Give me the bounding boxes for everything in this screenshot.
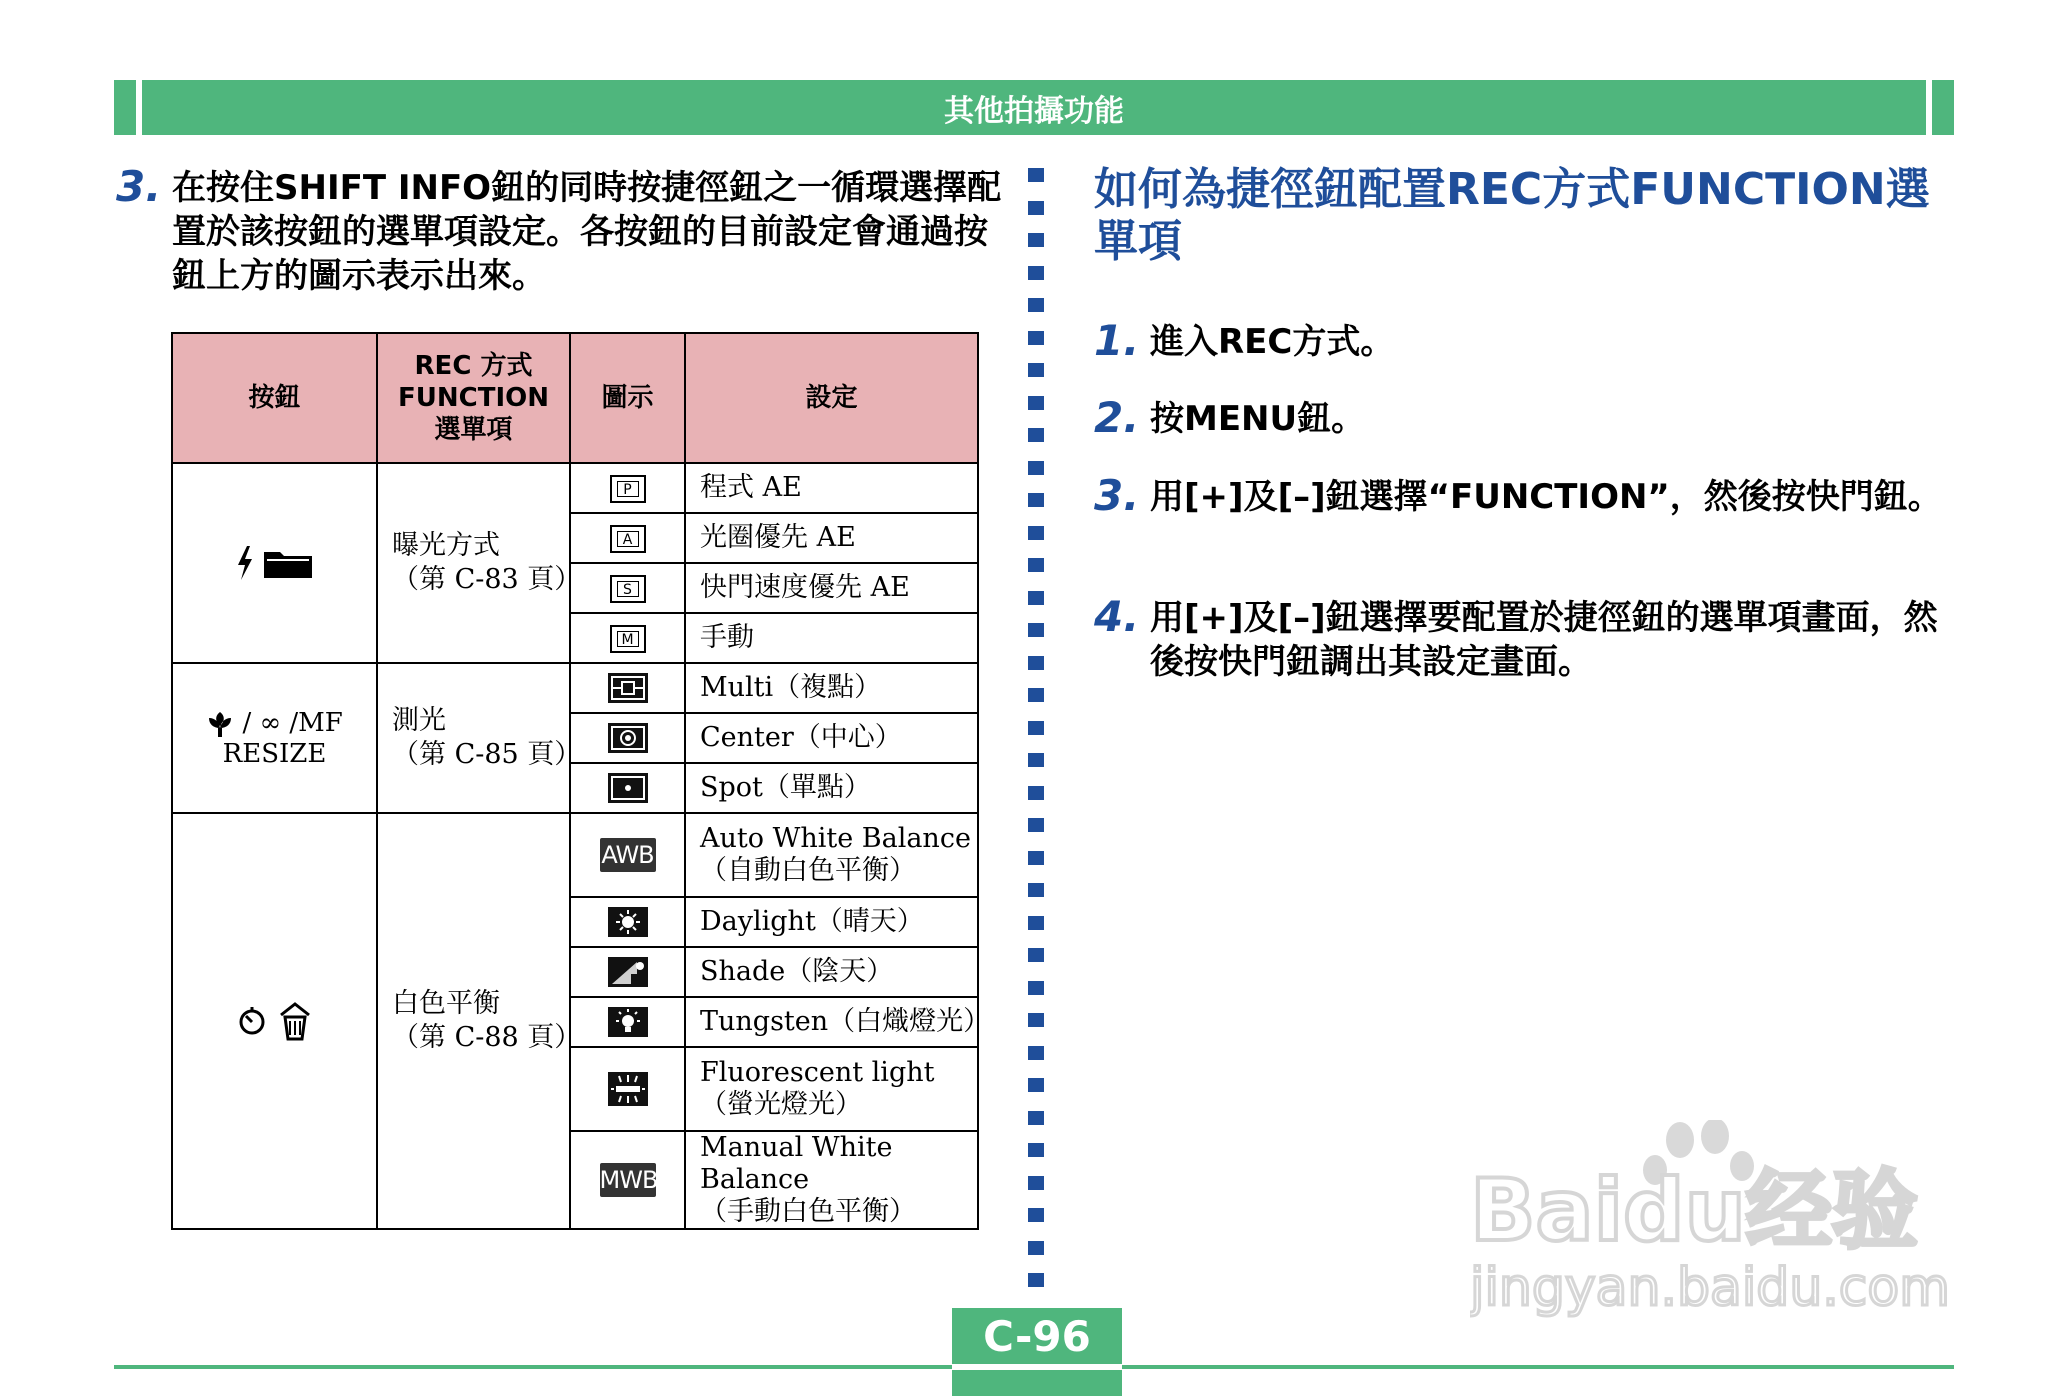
menu-label: 白色平衡: [392, 988, 500, 1019]
icon-cell: [570, 763, 685, 813]
divider-dot: [1028, 168, 1044, 182]
spot-metering-icon: [607, 772, 649, 804]
step-text: 在按住SHIFT INFO鈕的同時按捷徑鈕之一循環選擇配置於該按鈕的選單項設定。各按鈕的目前設定會通過按鈕上方的圖示表示出來。: [172, 168, 1002, 296]
menu-cell-white-balance: [377, 813, 582, 1229]
sun-icon: [607, 906, 649, 938]
icon-cell: [570, 813, 685, 897]
step-text: 用[+]及[–]鈕選擇要配置於捷徑鈕的選單項畫面，然後按快門鈕調出其設定畫面。: [1150, 598, 1938, 682]
header-gap-left: [136, 80, 142, 135]
header-setting: 設定: [685, 333, 978, 463]
setting-line: （自動白色平衡）: [700, 855, 916, 886]
step-text: 進入REC方式。: [1150, 322, 1395, 362]
baidu-watermark: [1470, 1120, 1950, 1320]
table-row: [172, 463, 978, 513]
divider-dot: [1028, 266, 1044, 280]
setting-cell: 手動: [685, 613, 978, 663]
divider-dot: [1028, 656, 1044, 670]
setting-cell: [685, 1131, 978, 1229]
divider-dot: [1028, 428, 1044, 442]
table-row: [172, 663, 978, 713]
icon-cell: [570, 663, 685, 713]
divider-dot: [1028, 721, 1044, 735]
divider-dot: [1028, 883, 1044, 897]
table-header-row: [172, 333, 978, 463]
bulb-icon: [607, 1006, 649, 1038]
divider-dot: [1028, 1013, 1044, 1027]
menu-label: 曝光方式: [392, 530, 500, 561]
icon-cell: [570, 1047, 685, 1131]
icon-cell: [570, 563, 685, 613]
setting-cell: 程式 AE: [685, 463, 978, 513]
menu-label: 測光: [392, 705, 446, 736]
header-gap-right: [1926, 80, 1932, 135]
page-number: C-96: [983, 1312, 1091, 1361]
setting-cell: [685, 1047, 978, 1131]
flash-icon: [236, 546, 254, 580]
divider-dot: [1028, 753, 1044, 767]
divider-dot: [1028, 363, 1044, 377]
shade-icon: [607, 956, 649, 988]
self-timer-icon: [236, 1005, 268, 1037]
setting-line: Manual White Balance: [700, 1132, 893, 1195]
watermark-url: jingyan.baidu.com: [1470, 1258, 1950, 1318]
page-tab-stripe: [952, 1364, 1122, 1370]
setting-line: Auto White Balance: [700, 823, 971, 854]
icon-cell: [570, 997, 685, 1047]
divider-dot: [1028, 916, 1044, 930]
divider-dot: [1028, 396, 1044, 410]
step-number: 3.: [116, 162, 162, 211]
section-title: 其他拍攝功能: [944, 93, 1124, 129]
divider-dot: [1028, 331, 1044, 345]
button-cell-macro-resize: [172, 663, 377, 813]
multi-metering-icon: [607, 672, 649, 704]
header-icon: 圖示: [570, 333, 685, 463]
icon-cell: [570, 897, 685, 947]
header-button: 按鈕: [172, 333, 377, 463]
divider-dot: [1028, 526, 1044, 540]
table-row: [172, 813, 978, 897]
divider-dot: [1028, 1176, 1044, 1190]
icon-cell: [570, 463, 685, 513]
setting-cell: 光圈優先 AE: [685, 513, 978, 563]
setting-line: Fluorescent light: [700, 1057, 935, 1088]
step-number: 3.: [1094, 471, 1140, 520]
divider-dot: [1028, 591, 1044, 605]
setting-cell: Multi（複點）: [685, 663, 978, 713]
button-label: / ∞ /MF: [242, 707, 343, 738]
button-cell-flash-folder: [172, 463, 377, 663]
divider-dot: [1028, 201, 1044, 215]
mwb-icon: MWB: [600, 1163, 656, 1197]
step-text: 用[+]及[–]鈕選擇“FUNCTION”，然後按快門鈕。: [1150, 477, 1942, 517]
divider-dot: [1028, 1111, 1044, 1125]
menu-page-ref: （第 C-83 頁）: [392, 564, 582, 595]
divider-dot: [1028, 688, 1044, 702]
menu-cell-metering: [377, 663, 582, 813]
divider-dot: [1028, 558, 1044, 572]
folder-icon: [263, 547, 313, 579]
watermark-brand: Baidu经验: [1470, 1161, 1918, 1261]
divider-dot: [1028, 948, 1044, 962]
divider-dot: [1028, 981, 1044, 995]
divider-dot: [1028, 1241, 1044, 1255]
button-sublabel: RESIZE: [222, 738, 327, 769]
icon-cell: [570, 947, 685, 997]
setting-cell: 快門速度優先 AE: [685, 563, 978, 613]
divider-dot: [1028, 1208, 1044, 1222]
program-ae-icon: P: [610, 475, 646, 503]
shutter-priority-icon: S: [610, 575, 646, 603]
setting-cell: Shade（陰天）: [685, 947, 978, 997]
column-divider: [1028, 168, 1044, 1290]
menu-page-ref: （第 C-85 頁）: [392, 739, 582, 770]
setting-cell: [685, 813, 978, 897]
divider-dot: [1028, 818, 1044, 832]
setting-cell: Spot（單點）: [685, 763, 978, 813]
awb-icon: AWB: [600, 838, 656, 872]
setting-cell: Center（中心）: [685, 713, 978, 763]
manual-exposure-icon: M: [610, 625, 646, 653]
divider-dot: [1028, 1046, 1044, 1060]
menu-page-ref: （第 C-88 頁）: [392, 1022, 582, 1053]
divider-dot: [1028, 461, 1044, 475]
right-section-title: 如何為捷徑鈕配置REC方式FUNCTION選單項: [1094, 164, 1930, 267]
icon-cell: [570, 613, 685, 663]
macro-icon: [206, 709, 234, 739]
fluorescent-icon: [607, 1071, 649, 1107]
step-number: 4.: [1094, 592, 1140, 641]
divider-dot: [1028, 233, 1044, 247]
divider-dot: [1028, 786, 1044, 800]
setting-cell: Daylight（晴天）: [685, 897, 978, 947]
center-metering-icon: [607, 722, 649, 754]
step-number: 1.: [1094, 316, 1140, 365]
step-number: 2.: [1094, 393, 1140, 442]
setting-line: （螢光燈光）: [700, 1089, 862, 1120]
divider-dot: [1028, 623, 1044, 637]
delete-icon: [277, 1001, 313, 1041]
setting-line: （手動白色平衡）: [700, 1196, 916, 1227]
divider-dot: [1028, 1273, 1044, 1287]
icon-cell: [570, 513, 685, 563]
page-number-tab: [952, 1308, 1122, 1396]
step-text: 按MENU鈕。: [1150, 399, 1366, 439]
icon-cell: [570, 1131, 685, 1229]
divider-dot: [1028, 1078, 1044, 1092]
function-table: [171, 332, 991, 1230]
setting-cell: Tungsten（白熾燈光）: [685, 997, 978, 1047]
divider-dot: [1028, 1143, 1044, 1157]
divider-dot: [1028, 851, 1044, 865]
menu-cell-exposure: [377, 463, 582, 663]
icon-cell: [570, 713, 685, 763]
button-cell-timer-delete: [172, 813, 377, 1229]
section-header: [114, 80, 1954, 135]
aperture-priority-icon: A: [610, 525, 646, 553]
divider-dot: [1028, 298, 1044, 312]
divider-dot: [1028, 493, 1044, 507]
header-rec-function: REC 方式 FUNCTION 選單項: [377, 333, 570, 463]
